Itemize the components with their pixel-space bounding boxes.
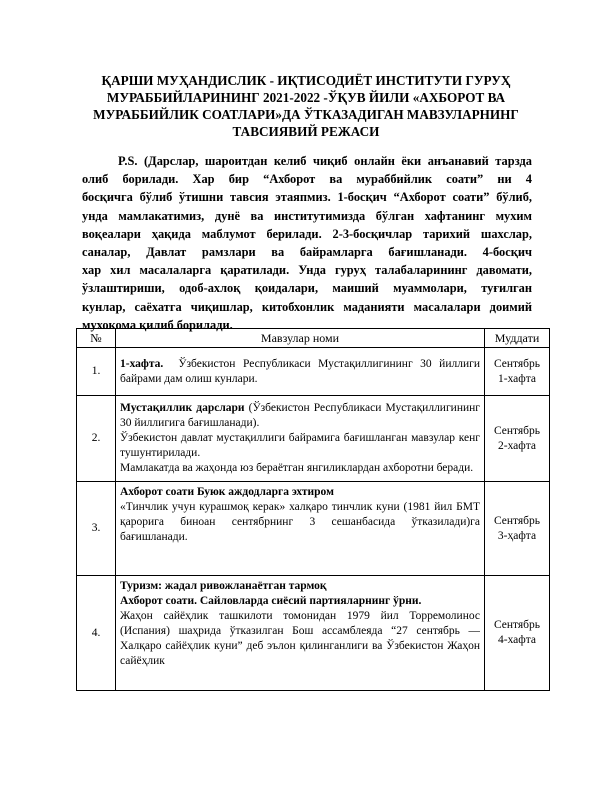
intro-line: хар хил масалаларга қаратилади. Унда гуруҳ талабаларининг давомати, <box>82 263 532 278</box>
row-topic-bold: Туризм: жадал ривожланаётган тармоқ <box>120 580 327 592</box>
row-topic <box>116 576 485 691</box>
intro-line: P.S. (Дарслар, шароитдан келиб чиқиб онлайн ёки анъанавий тарзда <box>118 154 532 168</box>
row-topic <box>116 482 485 576</box>
row-duration-week: 4-хафта <box>497 634 536 646</box>
row-duration <box>485 396 550 482</box>
row-topic-text: Ўзбекистон Республикаси Мустақиллигининг 30 йиллиги байрами дам олиш кунлари. <box>120 357 480 385</box>
intro-line: мухокома қилиб борилади. <box>82 317 233 332</box>
row-duration-month: Сентябрь <box>493 357 541 370</box>
row-duration <box>485 348 550 396</box>
row-duration-month: Сентябрь <box>493 619 541 631</box>
row-topic-paragraph: Ўзбекистон давлат мустақиллиги байрамига бағишланган мавзулар кенг тушунтирилади. <box>120 432 480 459</box>
row-duration-week: 3-ҳафта <box>497 529 537 542</box>
row-topic-text: Жаҳон сайёҳлик ташкилоти томонидан 1979 йил Торремолинос (Испания) шаҳрида ўтказилган Бош ассамблеяда “27 сентябрь — Халқаро сайёҳлик куни” деб эълон қилинганлиги ва Ўзбекистон Жаҳон сайёҳлик <box>120 610 480 667</box>
row-duration-month: Сентябрь <box>493 424 541 437</box>
row-number: 3. <box>77 482 116 576</box>
intro-line: унда мамлакатимиз, дунё ва институтимизда бўлган хафтанинг мухим <box>82 208 532 223</box>
intro-paragraph <box>82 152 532 334</box>
row-topic-text: «Тинчлик учун курашмоқ керак» халқаро тинчлик куни (1981 йил БМТ қарорига биноан сентябрнинг 3 сешанбасида ўтказилади)га бағишланади. <box>120 501 480 543</box>
header-num: № <box>77 329 116 348</box>
row-topic-text: (Ўзбекистон Республикаси Мустақиллигининг 30 йиллигига бағишланади). <box>120 402 481 429</box>
header-duration: Муддати <box>485 329 550 348</box>
row-topic-bold: Ахборот соати Буюк аждодларга эхтиром <box>120 486 334 498</box>
row-topic-bold: Ахборот соати. Сайловларда сиёсий партияларнинг ўрни. <box>120 595 422 607</box>
intro-line: саналар, Давлат рамзлари ва байрамларга бағишланади. 4-босқич <box>82 244 532 259</box>
title-line-3: МУРАББИЙЛИК СОАТЛАРИ»ДА ЎТКАЗАДИГАН МАВЗУЛАРНИНГ <box>93 107 519 122</box>
row-duration-week: 1-хафта <box>497 372 536 385</box>
table-row <box>77 576 550 691</box>
document-title <box>70 72 542 140</box>
header-topic: Мавзулар номи <box>116 329 485 348</box>
row-topic-bold: 1-хафта. <box>120 357 164 370</box>
row-topic <box>116 396 485 482</box>
row-topic-bold: Мустақиллик дарслари <box>120 402 245 414</box>
intro-line: воқеалари ҳақида маблумот берилади. 2-3-босқичлар тарихий шахслар, <box>82 226 532 241</box>
table-header-row <box>77 329 550 348</box>
row-duration <box>485 576 550 691</box>
row-duration-week: 2-хафта <box>497 439 536 452</box>
intro-line: кунлар, саёхатга чиқишлар, китобхонлик маданияти масалалари доимий <box>82 299 532 314</box>
intro-line: ўзлаштириши, одоб-ахлоқ қоидалари, маиший муаммолари, туғилган <box>82 281 532 296</box>
row-number: 2. <box>77 396 116 482</box>
title-line-4: ТАВСИЯВИЙ РЕЖАСИ <box>232 124 380 139</box>
row-number: 1. <box>77 348 116 396</box>
title-line-1: ҚАРШИ МУҲАНДИСЛИК - ИҚТИСОДИЁТ ИНСТИТУТИ ГУРУҲ <box>101 73 511 88</box>
table-row <box>77 482 550 576</box>
row-duration <box>485 482 550 576</box>
title-line-2: МУРАББИЙЛАРИНИНГ 2021-2022 -ЎҚУВ ЙИЛИ «АХБОРОТ ВА <box>106 90 506 105</box>
row-topic <box>116 348 485 396</box>
row-number: 4. <box>77 576 116 691</box>
intro-line: босқичга бўлиб ўтишни тавсия этаяпмиз. 1-босқич “Ахборот соати” бўлиб, <box>82 190 532 205</box>
table-row <box>77 396 550 482</box>
topics-table <box>76 328 550 691</box>
row-duration-month: Сентябрь <box>493 514 541 527</box>
row-topic-paragraph: Мамлакатда ва жаҳонда юз бераётган янгиликлардан ахборотни беради. <box>120 462 474 474</box>
table-row <box>77 348 550 396</box>
intro-line: олиб борилади. Хар бир “Ахборот ва мураббийлик соати” ни 4 <box>82 172 532 187</box>
